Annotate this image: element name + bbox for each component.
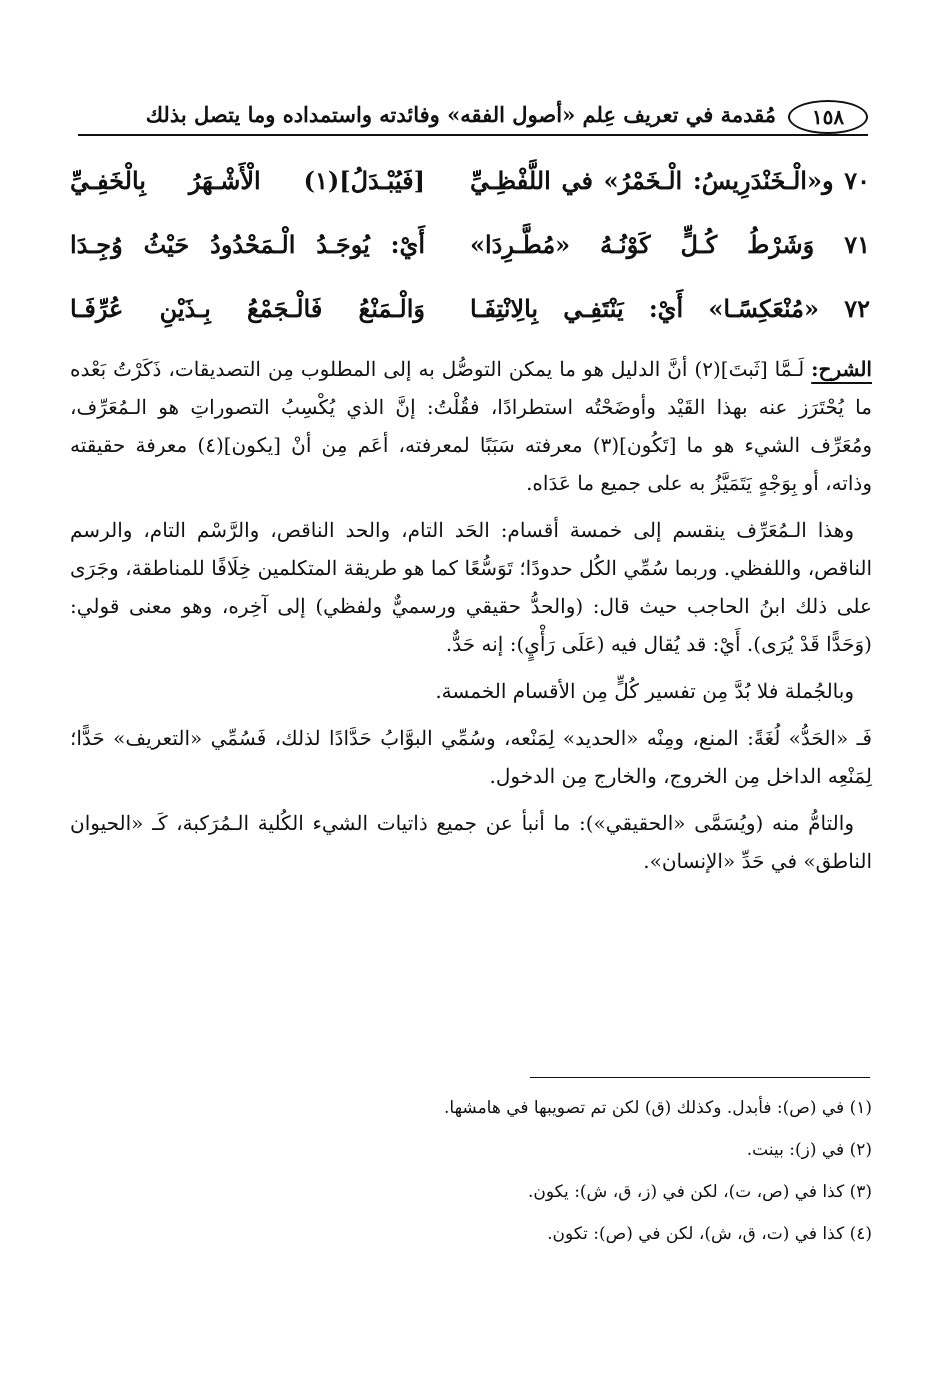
paragraph (70, 672, 872, 710)
footnotes (70, 1090, 872, 1258)
verse-first-hemistich: ٧٠ و«الْـخَنْدَرِيسُ: الْـخَمْرُ» في اللَّفْظِـيِّ (470, 166, 870, 195)
verse-second-hemistich: وَالْـمَنْعُ فَالْـجَمْعُ بِـذَيْنِ عُرِّفَـا (70, 294, 425, 323)
verse-second-hemistich: أَيْ: يُوجَـدُ الْـمَحْدُودُ حَيْثُ وُجِـدَا (70, 230, 425, 259)
paragraph-text: لَـمَّا [ثَبتَ](٢) أنَّ الدليل هو ما يمكن التوصُّل به إلى المطلوب مِن التصديقات، ذَكَرْتُ بَعْده ما يُحْتَرَز عنه بهذا القَيْد وأوضَحْتُه استطرادًا، فقُلْتُ: إنَّ الذي يُكْسِبُ التصوراتِ هو الـمُعَرِّف، ومُعَرِّف الشيء هو ما [تَكُون](٣) معرفته سَبَبًا لمعرفته، أعَم مِن أنْ [يكون](٤) معرفة حقيقته وذاته، أو بِوَجْهٍ يَتَمَيَّزُ به على جميع ما عَدَاه. (70, 357, 873, 495)
footnote: (٢) في (ز): بينت. (746, 1140, 872, 1160)
footnote: (٣) كذا في (ص، ت)، لكن في (ز، ق، ش): يكون. (528, 1182, 872, 1202)
paragraph-text: وهذا الـمُعَرِّف ينقسم إلى خمسة أقسام: الحَد التام، والحد الناقص، والرَّسْم التام، والرسم الناقص، واللفظي. وربما سُمِّي الكُل حدودًا؛ تَوَسُّعًا كما هو طريقة المتكلمين خِلَافًا للمناطقة، وجَرَى على ذلك ابنُ الحاجب حيث قال: (والحدُّ حقيقي ورسميٌّ ولفظي) إلى آخِره، وهو معنى قولي: (وَحَدًّا قَدْ يُرَى). أَيْ: قد يُقال فيه (عَلَى رَأْيٍ): إنه حَدٌّ. (70, 518, 872, 656)
verse-line (70, 158, 870, 222)
paragraph (70, 719, 872, 795)
verse-line (70, 222, 870, 286)
page-number: ١٥٨ (788, 100, 868, 134)
paragraph-text: فَـ «الحَدُّ» لُغَةً: المنع، ومِنْه «الحديد» لِمَنْعه، وسُمِّي البوَّابُ حَدَّادًا لذلك، فَسُمِّي «التعريف» حَدًّا؛ لِمَنْعِه الداخل مِن الخروج، والخارج مِن الدخول. (70, 726, 872, 788)
paragraph (70, 350, 872, 502)
footnote: (٤) كذا في (ت، ق، ش)، لكن في (ص): تكون. (547, 1224, 872, 1244)
sharh-label: الشرح: (811, 357, 872, 381)
commentary-body (70, 350, 872, 889)
footnote: (١) في (ص): فأبدل. وكذلك (ق) لكن تم تصويبها في هامشها. (443, 1098, 872, 1118)
running-title: مُقدمة في تعريف عِلم «أصول الفقه» وفائدته واستمداده وما يتصل بذلك (145, 102, 776, 127)
page-header (78, 96, 868, 136)
paragraph-text: وبالجُملة فلا بُدَّ مِن تفسير كُلٍّ مِن الأقسام الخمسة. (435, 679, 854, 703)
footnote-separator (530, 1077, 870, 1078)
verse-block (70, 158, 870, 350)
verse-line (70, 286, 870, 350)
header-rule (78, 134, 868, 136)
paragraph-text: والتامُّ منه (ويُسَمَّى «الحقيقي»): ما أنبأ عن جميع ذاتيات الشيء الكُلية الـمُرَكبة، كَـ «الحيوان الناطق» في حَدِّ «الإنسان». (70, 811, 872, 873)
verse-second-hemistich: [فَيُبْـدَلُ](١) الْأَشْـهَرُ بِالْخَفِـيِّ (70, 166, 425, 195)
verse-first-hemistich: ٧٢ «مُنْعَكِسًـا» أَيْ: يَنْتَفِـي بِالِانْتِفَـا (470, 294, 870, 323)
verse-first-hemistich: ٧١ وَشَرْطُ كُـلٍّ كَوْنُـهُ «مُطَّـرِدَا» (470, 230, 870, 259)
paragraph (70, 804, 872, 880)
paragraph (70, 511, 872, 663)
